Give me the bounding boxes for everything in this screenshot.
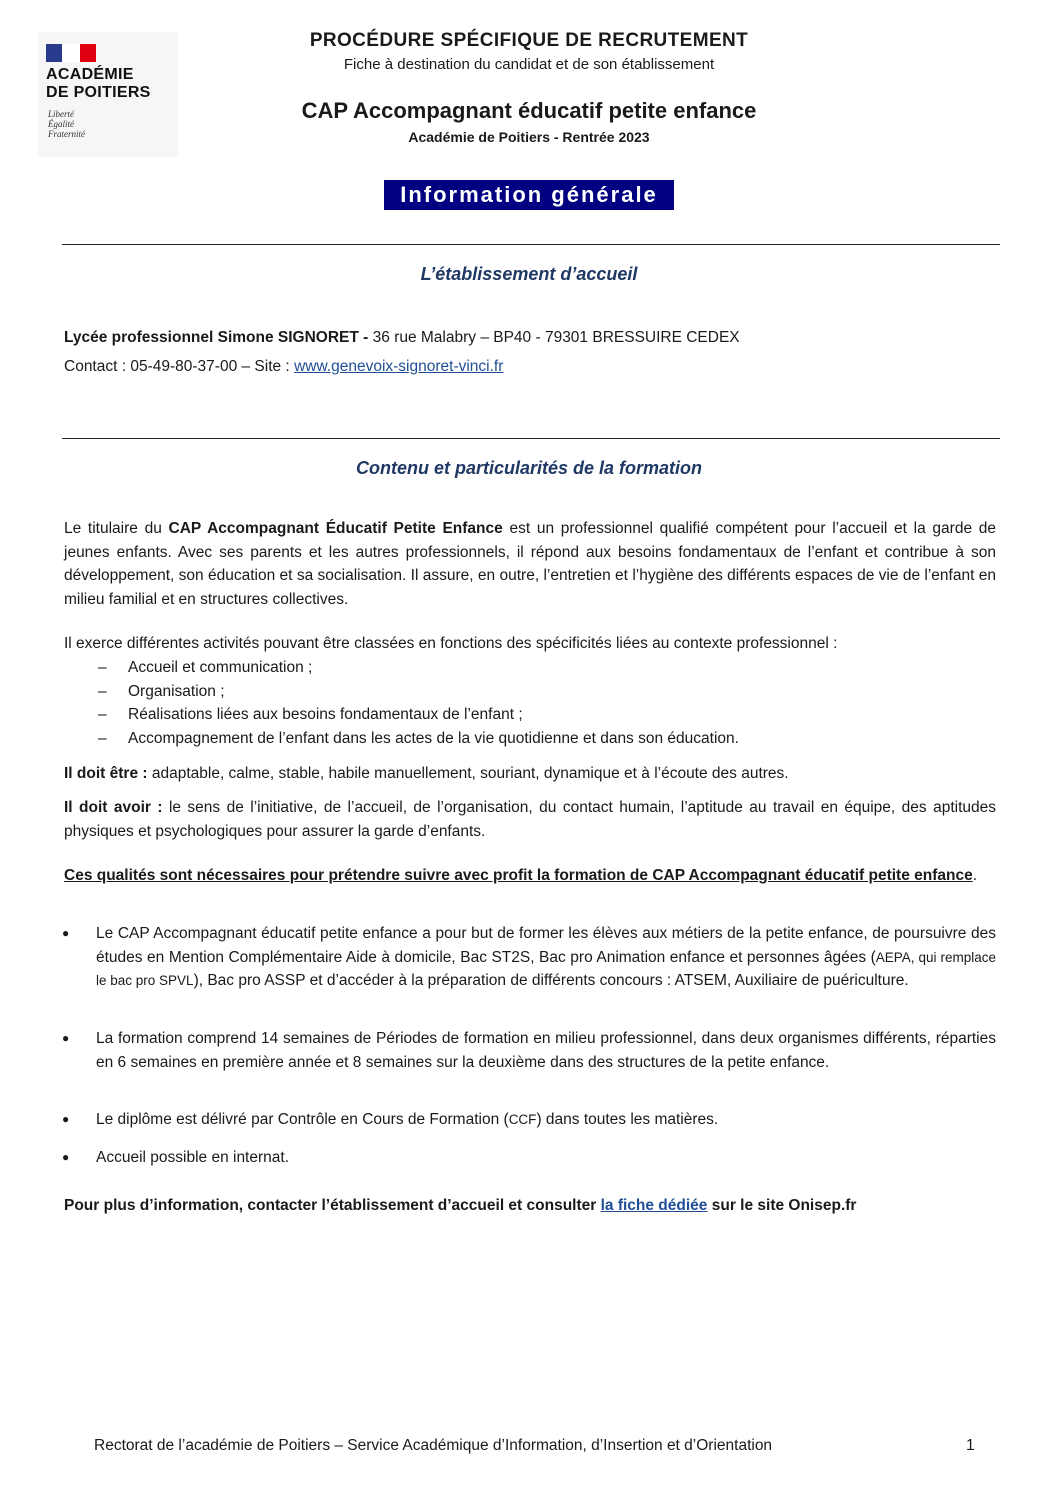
page-title: CAP Accompagnant éducatif petite enfance — [301, 98, 757, 123]
page-number: 1 — [966, 1437, 975, 1454]
bullet1-a: Le CAP Accompagnant éducatif petite enfance a pour but de former les élèves aux métiers de la petite enfance, de poursuivre des études en Mention Complémentaire Aide à domicile, Bac ST2S, Bac pro Animation enfance et personnes âgées ( — [96, 925, 996, 966]
section-divider — [62, 438, 1000, 439]
bullet-icon: ● — [62, 1031, 70, 1045]
bullet1-small: AEPA, qui remplace le bac pro SPVL — [96, 949, 997, 988]
footer-text: Rectorat de l’académie de Poitiers – Service Académique d’Information, d’Insertion et d’Orientation — [94, 1437, 773, 1454]
procedure-heading: PROCÉDURE SPÉCIFIQUE DE RECRUTEMENT — [309, 30, 749, 51]
bullet-icon: ● — [62, 1150, 70, 1164]
paragraph-doit-etre — [64, 762, 996, 786]
final-text-b: sur le site Onisep.fr — [707, 1197, 857, 1214]
fiche-subheading: Fiche à destination du candidat et de son établissement — [343, 56, 715, 73]
page-subtitle: Académie de Poitiers - Rentrée 2023 — [408, 129, 650, 145]
logo-line-1: ACADÉMIE — [46, 66, 134, 83]
p1-bold: CAP Accompagnant Éducatif Petite Enfance — [168, 520, 503, 537]
doit-etre-text: adaptable, calme, stable, habile manuellement, souriant, dynamique et à l’écoute des autres. — [147, 765, 789, 782]
list-item: – Accompagnement de l’enfant dans les actes de la vie quotidienne et dans son éducation. — [98, 727, 998, 751]
list-item — [62, 1146, 996, 1170]
motto-liberte: Liberté — [48, 109, 74, 119]
lycee-name: Lycée professionnel Simone SIGNORET - — [64, 329, 373, 346]
section-title-etablissement: L’établissement d’accueil — [420, 264, 638, 284]
paragraph-titulaire — [64, 517, 996, 611]
motto-fraternite: Fraternité — [48, 129, 85, 139]
site-link[interactable]: www.genevoix-signoret-vinci.fr — [294, 358, 504, 375]
bullet-text — [96, 1108, 996, 1132]
qualites-end: . — [972, 867, 978, 884]
list-item: – Réalisations liées aux besoins fondamentaux de l’enfant ; — [98, 703, 998, 727]
activity-text: Accueil et communication ; — [128, 659, 313, 676]
bullet3-small: CCF — [508, 1112, 537, 1127]
onisep-link[interactable]: la fiche dédiée — [600, 1197, 708, 1214]
p1-rest: est un professionnel qualifié compétent pour l’accueil et la garde de jeunes enfants. Avec ses parents et les autres professionnels, il répond aux besoins fondamentaux de l’enfant et contribue à son développement, son éducation et sa socialisation. Il assure, en outre, l’entretien et l’hygiène des différents espaces de vie de l’enfant en milieu familial et en structures collectives. — [64, 520, 996, 608]
section-divider — [62, 244, 1000, 245]
final-note — [64, 1194, 996, 1218]
list-item: – Organisation ; — [98, 680, 998, 704]
bullet3-a: Le diplôme est délivré par Contrôle en Cours de Formation ( — [96, 1111, 509, 1128]
p1-start: Le titulaire du — [64, 520, 169, 537]
doit-etre-label: Il doit être : — [64, 765, 148, 782]
section-title-contenu: Contenu et particularités de la formation — [355, 458, 703, 478]
activity-text: Réalisations liées aux besoins fondamentaux de l’enfant ; — [128, 706, 523, 723]
contact-line — [64, 355, 996, 379]
contact-text: Contact : 05-49-80-37-00 – Site : — [64, 358, 295, 375]
activity-text: Organisation ; — [128, 682, 225, 700]
motto-egalite: Égalité — [48, 119, 74, 129]
bullet-icon: ● — [62, 926, 70, 940]
paragraph-activites: Il exerce différentes activités pouvant être classées en fonctions des spécificités liées au contexte professionnel : — [64, 635, 838, 652]
list-item — [62, 1027, 996, 1074]
doit-avoir-label: Il doit avoir : — [64, 799, 163, 816]
logo-line-2: DE POITIERS — [46, 84, 151, 101]
paragraph-doit-avoir — [64, 796, 996, 843]
list-item: – Accueil et communication ; — [98, 656, 998, 680]
bullet-text: Accueil possible en internat. — [96, 1149, 290, 1166]
activity-text: Accompagnement de l’enfant dans les actes de la vie quotidienne et dans son éducation. — [128, 729, 739, 747]
lycee-address — [64, 326, 996, 350]
information-banner: Information générale — [384, 180, 674, 210]
qualites-statement — [64, 864, 996, 888]
bullet-icon: ● — [62, 1112, 70, 1126]
qualites-text: Ces qualités sont nécessaires pour prétendre suivre avec profit la formation de CAP Accompagnant éducatif petite enfance — [64, 867, 973, 884]
bullet3-b: ) dans toutes les matières. — [536, 1111, 719, 1128]
bullet1-b: ), Bac pro ASSP et d’accéder à la préparation de différents concours : ATSEM, Auxiliaire de puériculture. — [193, 972, 909, 989]
final-text-a: Pour plus d’information, contacter l’établissement d’accueil et consulter — [64, 1197, 601, 1214]
activities-list — [98, 656, 998, 750]
address-text: 36 rue Malabry – BP40 - 79301 BRESSUIRE CEDEX — [372, 329, 740, 346]
list-item — [62, 1108, 996, 1132]
list-item — [62, 922, 996, 993]
bullet-text: La formation comprend 14 semaines de Périodes de formation en milieu professionnel, dans deux organismes différents, réparties en 6 semaines en première année et 8 semaines sur la deuxième dans des structures de la petite enfance. — [96, 1030, 996, 1071]
doit-avoir-text: le sens de l’initiative, de l’accueil, de l’organisation, du contact humain, l’aptitude au travail en équipe, des aptitudes physiques et psychologiques pour assurer la garde d’enfants. — [64, 799, 996, 840]
bullet-text — [96, 922, 996, 993]
